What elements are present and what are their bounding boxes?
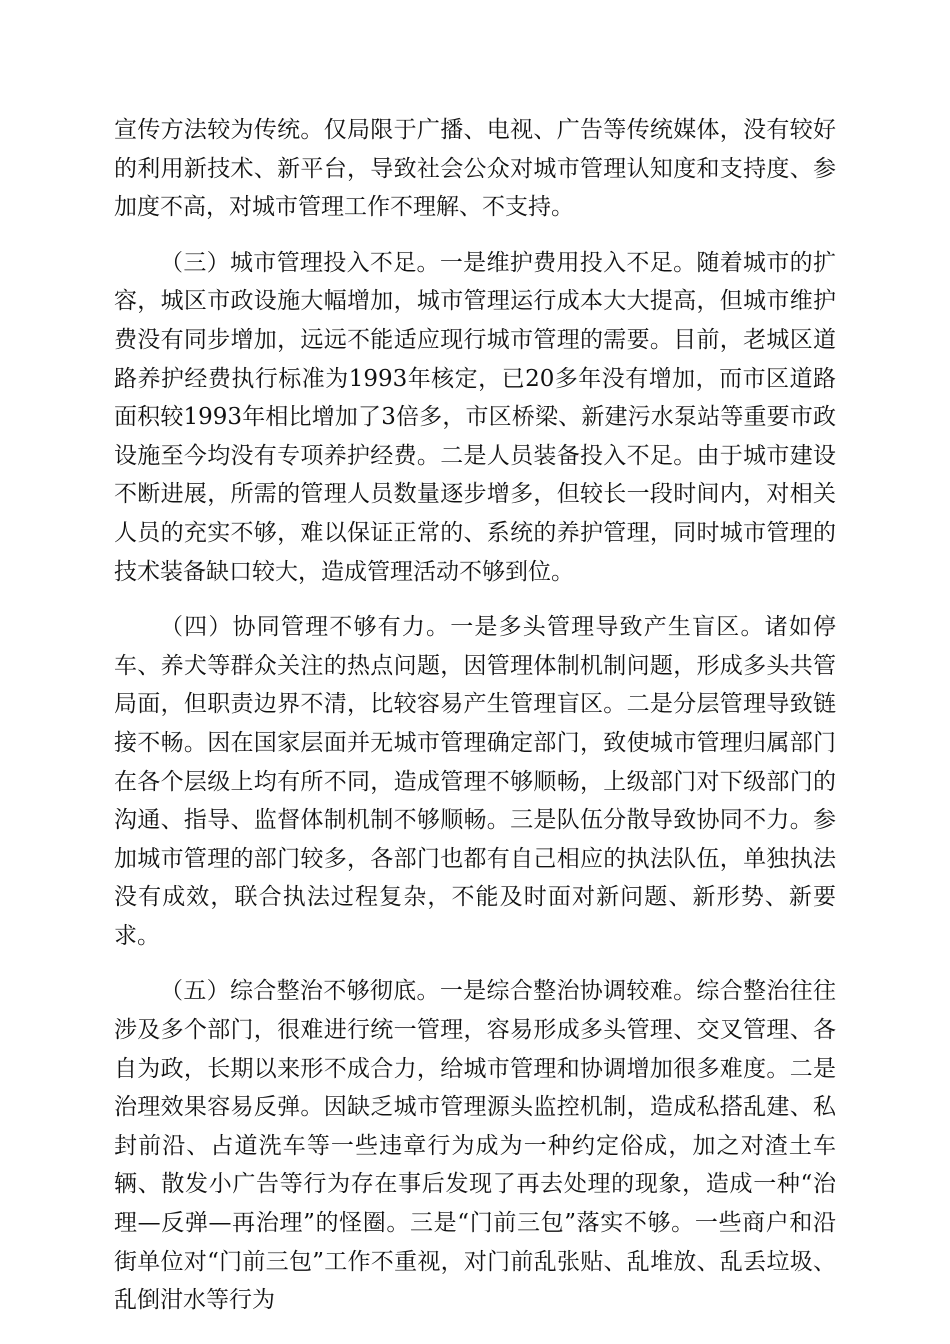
document-body bbox=[114, 111, 836, 1320]
paragraph-continuation: 宣传方法较为传统。仅局限于广播、电视、广告等传统媒体，没有较好的利用新技术、新平台，导致社会公众对城市管理认知度和支持度、参加度不高，对城市管理工作不理解、不支持。 bbox=[114, 117, 836, 221]
paragraph-section-5: （五）综合整治不够彻底。一是综合整治协调较难。综合整治往往涉及多个部门，很难进行统一管理，容易形成多头管理、交叉管理、各自为政，长期以来形不成合力，给城市管理和协调增加很多难度。二是治理效果容易反弹。因缺乏城市管理源头监控机制，造成私搭乱建、私封前沿、占道洗车等一些违章行为成为一种约定俗成，加之对渣土车辆、散发小广告等行为存在事后发现了再去处理的现象，造成一种“治理—反弹—再治理”的怪圈。三是“门前三包”落实不够。一些商户和沿街单位对“门前三包”工作不重视，对门前乱张贴、乱堆放、乱丢垃圾、乱倒泔水等行为 bbox=[114, 978, 836, 1314]
paragraph-section-4: （四）协同管理不够有力。一是多头管理导致产生盲区。诸如停车、养犬等群众关注的热点问题，因管理体制机制问题，形成多头共管局面，但职责边界不清，比较容易产生管理盲区。二是分层管理导致链接不畅。因在国家层面并无城市管理确定部门，致使城市管理归属部门在各个层级上均有所不同，造成管理不够顺畅，上级部门对下级部门的沟通、指导、监督体制机制不够顺畅。三是队伍分散导致协同不力。参加城市管理的部门较多，各部门也都有自己相应的执法队伍，单独执法没有成效，联合执法过程复杂，不能及时面对新问题、新形势、新要求。 bbox=[114, 614, 836, 949]
paragraph-section-3: （三）城市管理投入不足。一是维护费用投入不足。随着城市的扩容，城区市政设施大幅增加，城市管理运行成本大大提高，但城市维护费没有同步增加，远远不能适应现行城市管理的需要。目前，老城区道路养护经费执行标准为1993年核定，已20多年没有增加，而市区道路面积较1993年相比增加了3倍多，市区桥梁、新建污水泵站等重要市政设施至今均没有专项养护经费。二是人员装备投入不足。由于城市建设不断进展，所需的管理人员数量逐步增多，但较长一段时间内，对相关人员的充实不够，难以保证正常的、系统的养护管理，同时城市管理的技术装备缺口较大，造成管理活动不够到位。 bbox=[114, 249, 836, 585]
